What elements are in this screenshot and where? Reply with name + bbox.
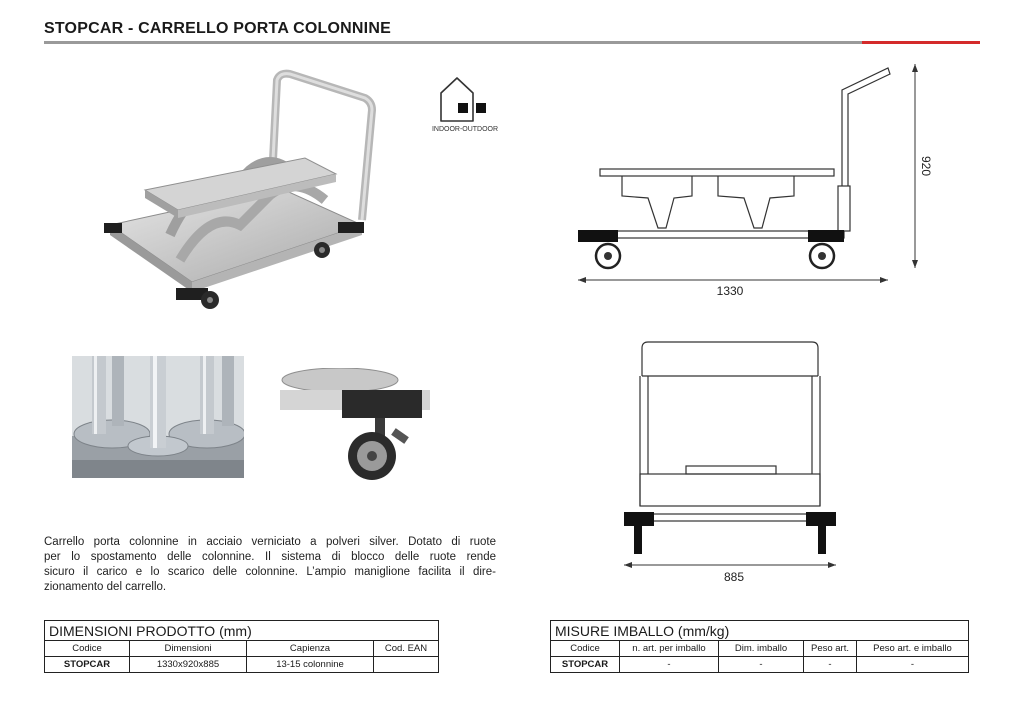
wheel-detail-image [280,368,430,483]
table-cell: STOPCAR [45,657,130,673]
table-cell: - [804,657,857,673]
front-view-drawing [610,336,850,586]
title-underline [44,41,862,44]
description-line: sicuro il carico e lo scarico delle colonnine. L’ampio maniglione facilita il dire- [44,566,496,578]
description-line: zionamento del carrello. [44,581,167,593]
table-cell: 13-15 colonnine [247,657,374,673]
table-cell: - [620,657,719,673]
table-cell: - [719,657,804,673]
table-header-cell: Dimensioni [130,641,247,657]
packaging-table [550,620,969,673]
product-description [44,535,496,595]
table-cell: - [857,657,969,673]
table-header-cell: Capienza [247,641,374,657]
front-width-label: 885 [723,570,745,584]
table-row [551,657,969,673]
table-header-cell: Peso art. e imballo [857,641,969,657]
packaging-table-heading: MISURE IMBALLO (mm/kg) [551,621,969,641]
table-cell: 1330x920x885 [130,657,247,673]
product-dimensions-table [44,620,439,673]
columns-detail-image [72,356,244,478]
table-header-cell: Peso art. [804,641,857,657]
side-view-drawing [570,58,940,308]
title-underline-accent [862,41,980,44]
description-line: Carrello porta colonnine in acciaio verniciato a polveri silver. Dotato di ruote [44,536,496,548]
table-header-cell: Codice [551,641,620,657]
side-height-label: 920 [919,155,933,177]
table-header-cell: n. art. per imballo [620,641,719,657]
page-title: STOPCAR - CARRELLO PORTA COLONNINE [44,20,391,37]
table-header-cell: Codice [45,641,130,657]
table-cell: STOPCAR [551,657,620,673]
house-icon [438,75,490,123]
indoor-outdoor-label: INDOOR-OUTDOOR [431,126,499,133]
description-line: per lo spostamento delle colonnine. Il sistema di blocco delle ruote rende [44,551,496,563]
side-width-label: 1330 [716,284,744,298]
product-table-heading: DIMENSIONI PRODOTTO (mm) [45,621,439,641]
table-header-cell: Cod. EAN [374,641,439,657]
cart-render-image [100,60,400,315]
table-header-cell: Dim. imballo [719,641,804,657]
table-cell [374,657,439,673]
table-row [45,657,439,673]
